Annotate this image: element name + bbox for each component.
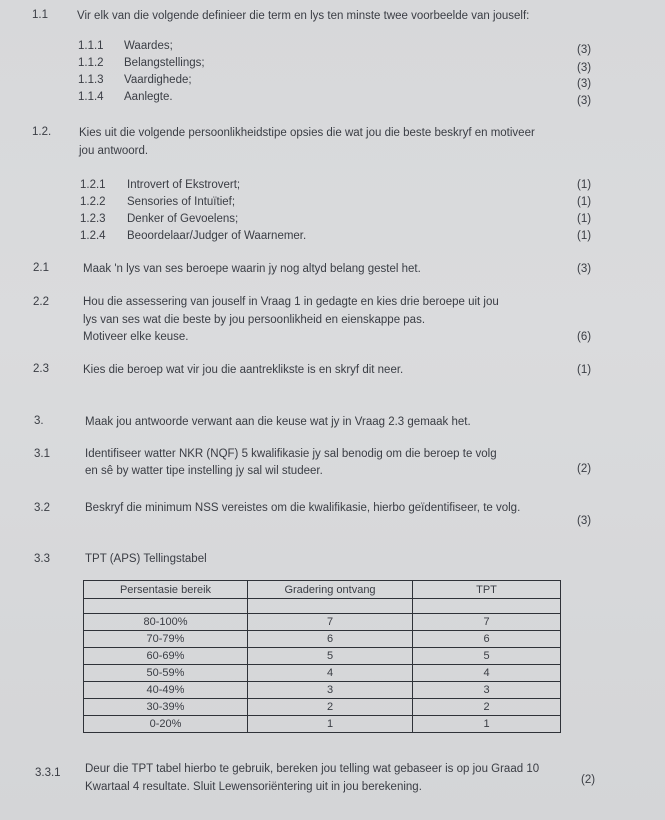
marks: (3) [577, 78, 592, 90]
sub-question-label: Beoordelaar/Judger of Waarnemer. [127, 230, 307, 242]
table-row [84, 631, 561, 648]
table-cell: 2 [248, 699, 413, 716]
table-cell: 5 [413, 648, 561, 665]
table-cell: 0-20% [84, 716, 248, 733]
table-cell: 40-49% [84, 682, 248, 699]
sub-question-number: 1.1.3 [78, 74, 104, 86]
sub-question-label: Aanlegte. [124, 91, 173, 103]
marks: (1) [577, 179, 592, 191]
marks: (3) [577, 263, 592, 275]
table-cell: 3 [248, 682, 413, 699]
table-title: TPT (APS) Tellingstabel [85, 553, 207, 565]
table-spacer-row [84, 599, 561, 614]
question-text-line-1: Deur die TPT tabel hierbo te gebruik, bereken jou telling wat gebaseer is op jou Graad 10 [85, 763, 540, 775]
question-number: 2.3 [33, 363, 49, 375]
marks: (3) [577, 44, 592, 56]
sub-question-label: Waardes; [124, 40, 173, 52]
question-number: 2.2 [33, 296, 49, 308]
question-text-line-1: Identifiseer watter NKR (NQF) 5 kwalifikasie jy sal benodig om die beroep te volg [85, 448, 497, 460]
question-text: Maak jou antwoorde verwant aan die keuse wat jy in Vraag 2.3 gemaak het. [85, 416, 471, 428]
question-text-line-1: Kies uit die volgende persoonlikheidstipe opsies die wat jou die beste beskryf en motiveer [79, 127, 535, 139]
table-row [84, 665, 561, 682]
marks: (2) [581, 774, 596, 786]
sub-question-number: 1.2.2 [80, 196, 106, 208]
question-text-line-3: Motiveer elke keuse. [83, 331, 189, 343]
marks: (6) [577, 331, 592, 343]
question-text-line-2: lys van ses wat die beste by jou persoonlikheid en eienskappe pas. [83, 314, 426, 326]
sub-question-label: Introvert of Ekstrovert; [127, 179, 241, 191]
question-number: 2.1 [33, 262, 49, 274]
table-cell: 6 [248, 631, 413, 648]
table-cell: 70-79% [84, 631, 248, 648]
question-text: Beskryf die minimum NSS vereistes om die kwalifikasie, hierbo geïdentifiseer, te volg. [85, 502, 521, 514]
sub-question-number: 1.2.4 [80, 230, 106, 242]
question-text-line-2: Kwartaal 4 resultate. Sluit Lewensoriëntering uit in jou berekening. [85, 781, 422, 793]
table-cell: 30-39% [84, 699, 248, 716]
table-row [84, 716, 561, 733]
question-number: 3. [34, 415, 44, 427]
question-number: 3.3 [34, 553, 50, 565]
sub-question-label: Vaardighede; [124, 74, 192, 86]
question-number: 3.1 [34, 448, 50, 460]
question-text-line-2: jou antwoord. [79, 145, 149, 157]
marks: (3) [577, 62, 592, 74]
table-cell: 80-100% [84, 614, 248, 631]
table-row [84, 682, 561, 699]
table-header-row [84, 581, 561, 599]
sub-question-number: 1.2.3 [80, 213, 106, 225]
sub-question-label: Sensories of Intuïtief; [127, 196, 236, 208]
question-number: 1.1 [32, 9, 48, 21]
table-cell: 1 [413, 716, 561, 733]
marks: (1) [577, 230, 592, 242]
question-text: Maak 'n lys van ses beroepe waarin jy nog altyd belang gestel het. [83, 263, 421, 275]
question-text: Vir elk van die volgende definieer die term en lys ten minste twee voorbeelde van jouself: [77, 10, 530, 22]
question-number: 3.3.1 [35, 767, 61, 779]
table-cell: 5 [248, 648, 413, 665]
table-cell: 7 [248, 614, 413, 631]
table-cell: 50-59% [84, 665, 248, 682]
marks: (1) [577, 196, 592, 208]
marks: (1) [577, 213, 592, 225]
sub-question-number: 1.2.1 [80, 179, 106, 191]
question-text: Kies die beroep wat vir jou die aantreklikste is en skryf dit neer. [83, 364, 404, 376]
table-cell: 4 [413, 665, 561, 682]
sub-question-label: Denker of Gevoelens; [127, 213, 239, 225]
question-text-line-2: en sê by watter tipe instelling jy sal wil studeer. [85, 465, 323, 477]
sub-question-number: 1.1.1 [78, 40, 104, 52]
question-text-line-1: Hou die assessering van jouself in Vraag 1 in gedagte en kies drie beroepe uit jou [83, 296, 499, 308]
column-header: Persentasie bereik [84, 581, 248, 599]
column-header: TPT [413, 581, 561, 599]
question-number: 1.2. [32, 126, 52, 138]
table-cell: 1 [248, 716, 413, 733]
table-cell: 7 [413, 614, 561, 631]
sub-question-number: 1.1.2 [78, 57, 104, 69]
question-number: 3.2 [34, 502, 50, 514]
aps-table [83, 580, 561, 733]
table-row [84, 699, 561, 716]
sub-question-number: 1.1.4 [78, 91, 104, 103]
table-cell: 60-69% [84, 648, 248, 665]
marks: (3) [577, 95, 592, 107]
table-row [84, 648, 561, 665]
table-cell: 3 [413, 682, 561, 699]
table-cell: 4 [248, 665, 413, 682]
table-cell: 6 [413, 631, 561, 648]
table-row [84, 614, 561, 631]
marks: (1) [577, 364, 592, 376]
marks: (2) [577, 463, 592, 475]
marks: (3) [577, 515, 592, 527]
sub-question-label: Belangstellings; [124, 57, 205, 69]
column-header: Gradering ontvang [248, 581, 413, 599]
table-cell: 2 [413, 699, 561, 716]
